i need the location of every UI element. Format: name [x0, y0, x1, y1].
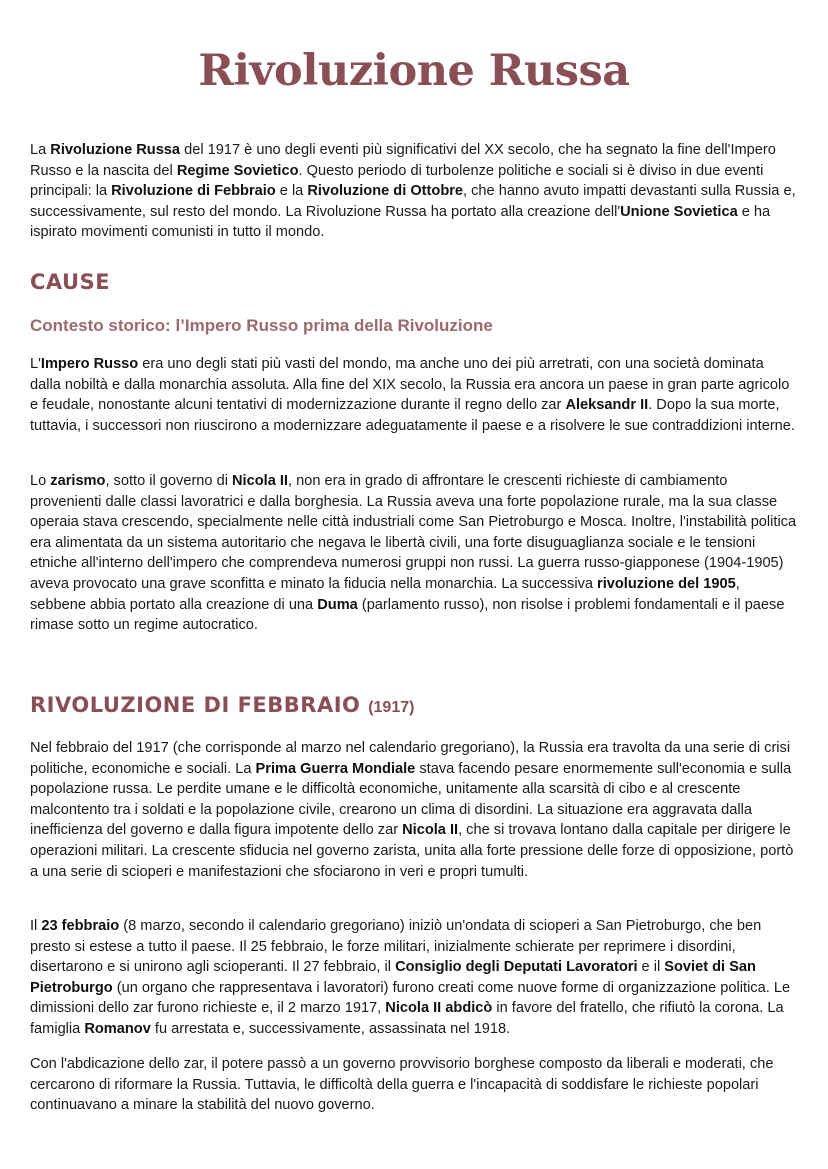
- text-run: (un organo che rappresentava i lavoratori) furono creati come nuove forme di organizzazione politica. Le dimissioni dello zar furono richieste e, il 2 marzo 1917,: [30, 979, 791, 1017]
- section-heading-cause: CAUSE: [30, 270, 111, 294]
- section-heading-febbraio: [30, 693, 414, 717]
- text-run: Il: [30, 918, 42, 934]
- bold-term: Rivoluzione Russa: [50, 142, 181, 158]
- text-run: stava facendo pesare enormemente sull'economia e sulla popolazione russa. Le perdite umane e le difficoltà economiche, unitamente alla scarsità di cibo e al crescente malcontento tra i soldati e la popolazione civile, crearono un clima di disordini. La situazione era aggravata dalla inefficienza del governo e dalla figura impotente dello zar: [30, 760, 792, 839]
- text-run: in favore del fratello, che rifiutò la corona. La famiglia: [30, 1000, 784, 1037]
- page-title: Rivoluzione Russa: [198, 46, 630, 96]
- section-heading-febbraio-text: RIVOLUZIONE DI FEBBRAIO: [30, 693, 361, 717]
- text-run: , che hanno avuto impatti devastanti sulla Russia e, successivamente, sul resto del mondo. La Rivoluzione Russa ha portato alla creazione dell': [30, 183, 796, 220]
- text-run: . Dopo la sua morte, tuttavia, i successori non riuscirono a modernizzare adeguatamente il paese e a risolvere le sue contraddizioni interne.: [30, 397, 795, 434]
- text-run: Con l'abdicazione dello zar, il potere passò a un governo provvisorio borghese composto da liberali e moderati, che cercarono di riformare la Russia. Tuttavia, le difficoltà della guerra e l'incapacità di soddisfare le richieste popolari continuavano a minare la stabilità del nuovo governo.: [30, 1056, 774, 1114]
- text-run: e il: [637, 959, 665, 976]
- febbraio-paragraph-1: [30, 738, 798, 882]
- text-run: , sotto il governo di: [105, 473, 233, 489]
- text-run: e la: [275, 183, 308, 200]
- bold-term: Nicola II: [402, 822, 459, 839]
- text-run: Lo: [30, 473, 51, 489]
- bold-term: Rivoluzione di Febbraio: [111, 183, 276, 200]
- text-run: (parlamento russo), non risolse i problemi fondamentali e il paese rimase sotto un regime autocratico.: [30, 596, 785, 634]
- bold-term: 23 febbraio: [41, 918, 120, 934]
- cause-paragraph-2: [30, 471, 798, 636]
- bold-term: zarismo: [50, 473, 106, 489]
- text-run: (8 marzo, secondo il calendario gregoriano) iniziò un'ondata di scioperi a San Pietroburgo, che ben presto si estese a tutto il paese. Il 25 febbraio, le forze militari, inizialmente schierate per reprimere i disordini, disertarono e si unirono agli scioperanti. Il 27 febbraio, il: [30, 918, 762, 976]
- bold-term: Rivoluzione di Ottobre: [307, 183, 464, 200]
- text-run: L': [30, 356, 41, 372]
- text-run: del 1917 è uno degli eventi più significativi del XX secolo, che ha segnato la fine dell'Impero Russo e la nascita del: [30, 142, 776, 179]
- bold-term: Romanov: [84, 1020, 151, 1037]
- cause-paragraph-1: [30, 354, 798, 436]
- bold-term: Consiglio degli Deputati Lavoratori: [395, 959, 638, 976]
- text-run: , che si trovava lontano dalla capitale per dirigere le operazioni militari. La crescente sfiducia nel governo zarista, unita alla forte pressione delle forze di opposizione, portò a una serie di scioperi e manifestazioni che sfociarono in veri e propri tumulti.: [30, 822, 794, 880]
- bold-term: Aleksandr II: [565, 397, 649, 414]
- bold-term: Regime Sovietico: [176, 162, 299, 179]
- text-run: Nel febbraio del 1917 (che corrisponde al marzo nel calendario gregoriano), la Russia era travolta da una serie di crisi politiche, economiche e sociali. La: [30, 740, 791, 777]
- text-run: fu arrestata e, successivamente, assassinata nel 1918.: [150, 1020, 511, 1037]
- text-run: , sebbene abbia portato alla creazione di una: [30, 575, 740, 613]
- text-run: , non era in grado di affrontare le crescenti richieste di cambiamento provenienti dalle classi lavoratrici e dalla borghesia. La Russia aveva una forte popolazione rurale, ma la sua classe operaia stava crescendo, specialmente nelle città industriali come San Pietroburgo e Mosca. Inoltre, l'instabilità politica era alimentata da un sistema autoritario che negava le libertà civili, una forte disuguaglianza sociale e le tensioni etniche all'interno dell'impero che comprendeva numerosi gruppi non russi. La guerra russo-giapponese (1904-1905) aveva provocato una grave sconfitta e minato la fiducia nella monarchia. La successiva: [30, 473, 797, 592]
- text-run: La: [30, 142, 51, 158]
- febbraio-paragraph-2: [30, 916, 798, 1040]
- bold-term: rivoluzione del 1905: [597, 575, 736, 592]
- text-run: . Questo periodo di turbolenze politiche e sociali si è diviso in due eventi principali: la: [30, 162, 764, 200]
- intro-paragraph: [30, 140, 798, 243]
- bold-term: Nicola II: [232, 473, 288, 489]
- bold-term: Soviet di San Pietroburgo: [30, 959, 756, 996]
- bold-term: Duma: [317, 596, 358, 613]
- text-run: era uno degli stati più vasti del mondo, ma anche uno dei più arretrati, con una società dominata dalla nobiltà e dalla monarchia assoluta. Alla fine del XIX secolo, la Russia era ancora un paese in gran parte agricolo e feudale, nonostante alcuni tentativi di modernizzazione durante il regno dello zar: [30, 356, 790, 414]
- bold-term: Unione Sovietica: [620, 203, 738, 220]
- bold-term: Prima Guerra Mondiale: [255, 760, 416, 777]
- text-run: e ha ispirato movimenti comunisti in tutto il mondo.: [30, 203, 771, 241]
- febbraio-paragraph-3: [30, 1054, 798, 1116]
- subsection-heading-contesto: Contesto storico: l’Impero Russo prima della Rivoluzione: [30, 316, 493, 335]
- section-heading-febbraio-year: (1917): [368, 699, 415, 716]
- bold-term: Nicola II abdicò: [385, 1000, 493, 1017]
- bold-term: Impero Russo: [40, 356, 139, 372]
